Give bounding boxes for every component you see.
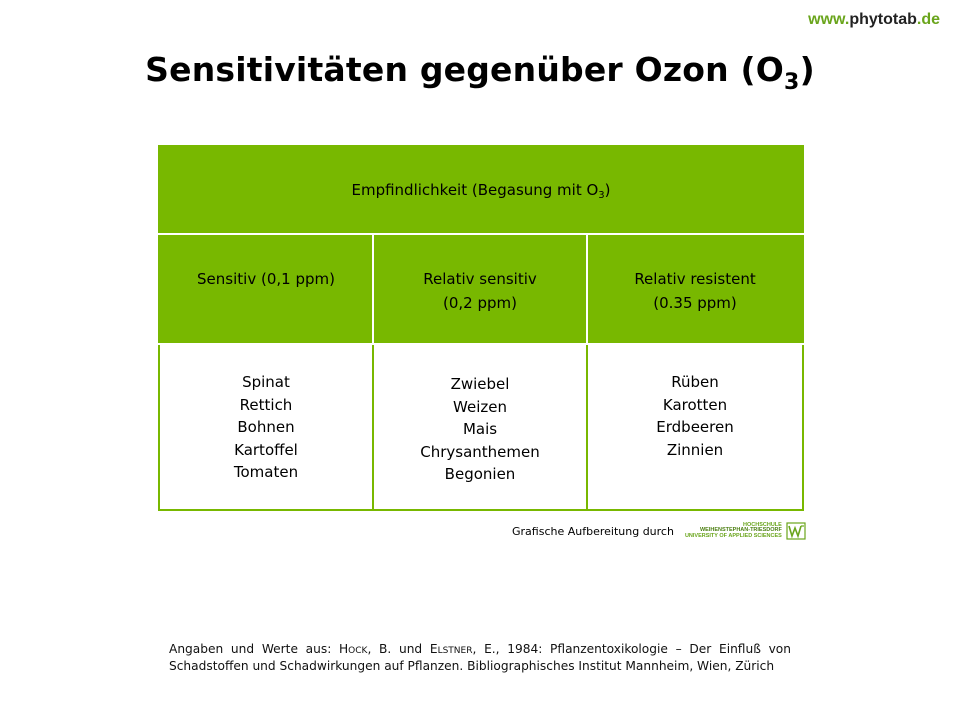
plant-list-relatively-sensitive bbox=[373, 344, 587, 510]
column-header-range: (0.35 ppm) bbox=[653, 294, 737, 312]
list-item: Erdbeeren bbox=[656, 418, 734, 436]
table-header-main bbox=[159, 146, 803, 234]
list-item: Rettich bbox=[239, 395, 293, 414]
site-url-tld: .de bbox=[916, 11, 940, 28]
site-url-www: www. bbox=[808, 11, 850, 28]
list-item: Weizen bbox=[453, 397, 507, 416]
source-text: , E., 1984: Pflanzentoxikologie – Der Einfluß von Schadstoffen und Schadwirkungen auf Pflanzen. Bibliographisches Institut Mannheim, Wien, Zürich bbox=[169, 642, 791, 673]
site-url-domain: phytotab bbox=[849, 11, 917, 28]
source-prefix: Angaben und Werte aus: bbox=[169, 642, 340, 656]
column-header-label: Sensitiv (0,1 ppm) bbox=[197, 270, 335, 288]
column-header-sensitive bbox=[159, 234, 373, 344]
hswt-logo-text bbox=[685, 523, 782, 540]
site-url bbox=[808, 11, 940, 29]
list-item: Tomaten bbox=[233, 463, 299, 481]
list-item: Zwiebel bbox=[450, 375, 510, 393]
logo-line: WEIHENSTEPHAN-TRIESDORF bbox=[699, 527, 782, 534]
column-header-label: Relativ sensitiv bbox=[423, 270, 537, 288]
source-author: Hock bbox=[339, 642, 368, 656]
page-title-subscript: 3 bbox=[784, 70, 800, 95]
design-credit bbox=[512, 522, 806, 540]
column-header-range: (0,2 ppm) bbox=[443, 294, 517, 312]
column-header-relatively-sensitive bbox=[373, 234, 587, 344]
source-author: Elstner bbox=[429, 642, 473, 656]
source-text: , B. und bbox=[367, 642, 430, 656]
list-item: Mais bbox=[462, 420, 498, 438]
table-header-subscript: 3 bbox=[598, 190, 605, 201]
page-title-main: Sensitivitäten gegenüber Ozon (O bbox=[145, 50, 785, 89]
list-item: Karotten bbox=[662, 395, 728, 414]
list-item: Bohnen bbox=[237, 418, 295, 436]
logo-line: UNIVERSITY OF APPLIED SCIENCES bbox=[684, 532, 782, 539]
list-item: Chrysanthemen bbox=[420, 442, 540, 461]
table-header-close: ) bbox=[604, 181, 611, 199]
table-header-main-text: Empfindlichkeit (Begasung mit O bbox=[351, 181, 599, 199]
page-title-close: ) bbox=[799, 50, 815, 89]
list-item: Rüben bbox=[671, 373, 719, 391]
hswt-logo-icon bbox=[786, 522, 806, 540]
source-citation bbox=[169, 641, 791, 674]
column-header-label: Relativ resistent bbox=[634, 270, 756, 288]
hswt-logo bbox=[685, 522, 806, 540]
plant-list-relatively-resistant bbox=[587, 344, 803, 510]
list-item: Begonien bbox=[444, 465, 516, 483]
list-item: Spinat bbox=[242, 373, 290, 391]
sensitivity-table bbox=[158, 145, 804, 511]
page-title bbox=[0, 50, 960, 95]
list-item: Zinnien bbox=[666, 440, 724, 459]
list-item: Kartoffel bbox=[234, 440, 298, 459]
logo-line: HOCHSCHULE bbox=[743, 521, 782, 528]
plant-list-sensitive bbox=[159, 344, 373, 510]
design-credit-text: Grafische Aufbereitung durch bbox=[512, 524, 674, 538]
column-header-relatively-resistant bbox=[587, 234, 803, 344]
